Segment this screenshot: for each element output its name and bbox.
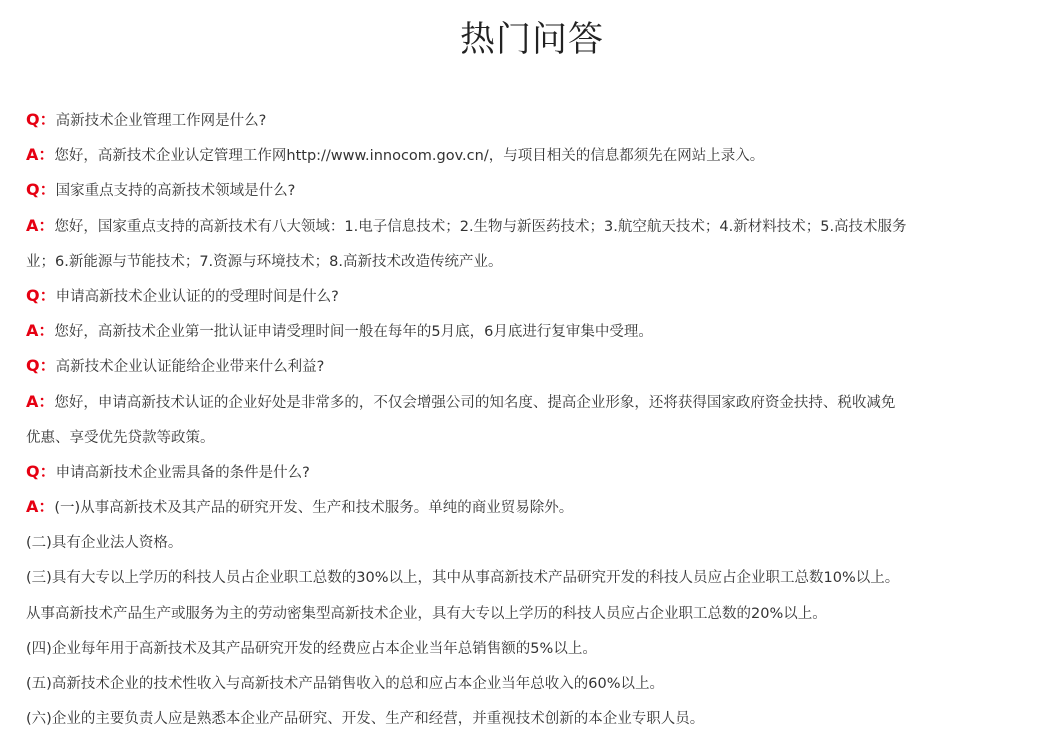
requirement-item: (五)高新技术企业的技术性收入与高新技术产品销售收入的总和应占本企业当年总收入的60%以上。: [26, 676, 665, 692]
requirement-item: (二)具有企业法人资格。: [26, 535, 183, 552]
answer-marker: A：: [26, 497, 55, 517]
question-marker: Q：: [26, 356, 56, 376]
faq-line: [26, 137, 1046, 172]
faq-line: [26, 524, 1046, 559]
faq-line: [26, 243, 1046, 278]
requirement-item: (六)企业的主要负责人应是熟悉本企业产品研究、开发、生产和经营，并重视技术创新的本企业专职人员。: [26, 711, 705, 728]
faq-line: [26, 454, 1046, 489]
faq-line: [26, 489, 1046, 524]
faq-list: [26, 102, 1046, 735]
question-marker: Q：: [26, 461, 56, 481]
answer-text: 您好，高新技术企业认定管理工作网http://www.innocom.gov.cn/，与项目相关的信息都须先在网站上录入。: [54, 148, 765, 165]
question-marker: Q：: [26, 180, 56, 200]
answer-continuation-text: 优惠、享受优先贷款等政策。: [26, 429, 215, 446]
faq-line: [26, 102, 1046, 137]
faq-line: [26, 419, 1046, 454]
question-text: 申请高新技术企业需具备的条件是什么?: [55, 464, 310, 481]
faq-line: [26, 700, 1046, 735]
question-marker: Q：: [26, 110, 56, 129]
answer-continuation-text: 业；6.新能源与节能技术；7.资源与环境技术；8.高新技术改造传统产业。: [26, 253, 503, 270]
faq-line: [26, 278, 1046, 313]
faq-line: [26, 630, 1046, 665]
requirement-item: (四)企业每年用于高新技术及其产品研究开发的经费应占本企业当年总销售额的5%以上。: [26, 640, 597, 657]
answer-marker: A：: [26, 321, 55, 341]
answer-marker: A：: [26, 215, 55, 235]
answer-text: 您好，申请高新技术认证的企业好处是非常多的，不仅会增强公司的知名度、提高企业形象，还将获得国家政府资金扶持、税收减免: [54, 394, 896, 411]
answer-text: (一)从事高新技术及其产品的研究开发、生产和技术服务。单纯的商业贸易除外。: [54, 500, 574, 517]
answer-text: 您好，高新技术企业第一批认证申请受理时间一般在每年的5月底，6月底进行复审集中受理。: [54, 324, 653, 341]
question-text: 国家重点支持的高新技术领域是什么?: [55, 183, 296, 200]
question-text: 高新技术企业认证能给企业带来什么利益?: [55, 359, 325, 376]
faq-line: [26, 559, 1046, 594]
answer-text: 您好，国家重点支持的高新技术有八大领域：1.电子信息技术；2.生物与新医药技术；3.航空航天技术；4.新材料技术；5.高技术服务: [54, 218, 907, 235]
page-title: 热门问答: [459, 20, 604, 60]
faq-line: [26, 348, 1046, 383]
question-text: 申请高新技术企业认证的的受理时间是什么?: [55, 288, 339, 305]
faq-line: [26, 384, 1046, 419]
faq-line: [26, 313, 1046, 348]
answer-marker: A：: [26, 391, 55, 411]
faq-line: [26, 665, 1046, 700]
faq-line: [26, 172, 1046, 207]
requirement-item: (三)具有大专以上学历的科技人员占企业职工总数的30%以上，其中从事高新技术产品研究开发的科技人员应占企业职工总数10%以上。: [26, 570, 900, 587]
answer-marker: A：: [26, 145, 55, 165]
faq-line: [26, 595, 1046, 630]
requirement-item: 从事高新技术产品生产或服务为主的劳动密集型高新技术企业，具有大专以上学历的科技人员应占企业职工总数的20%以上。: [26, 605, 827, 622]
question-marker: Q：: [26, 285, 56, 305]
faq-line: [26, 208, 1046, 243]
question-text: 高新技术企业管理工作网是什么?: [55, 113, 267, 129]
